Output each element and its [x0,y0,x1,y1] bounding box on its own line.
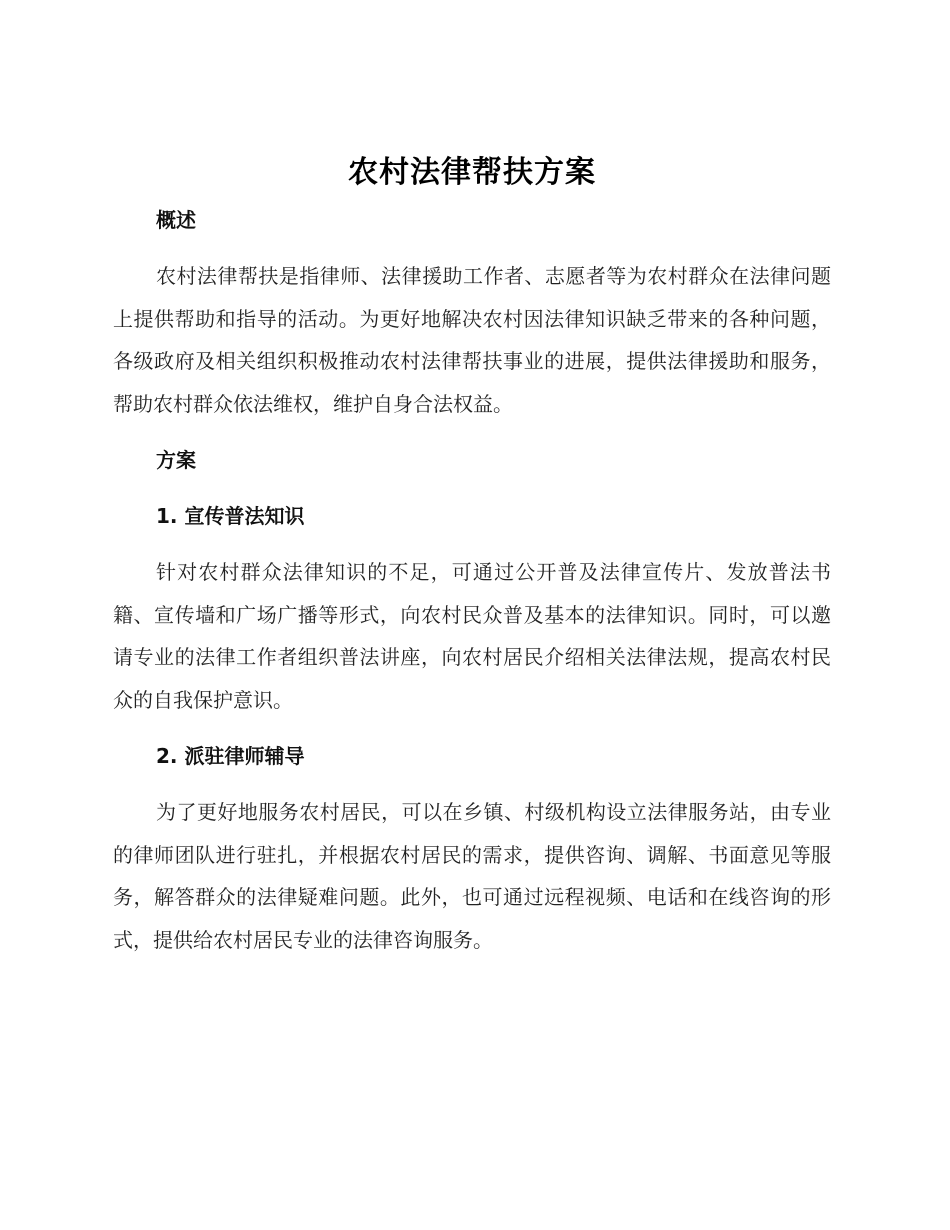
section-1-paragraph: 针对农村群众法律知识的不足，可通过公开普及法律宣传片、发放普法书籍、宣传墙和广场广播等形式，向农村民众普及基本的法律知识。同时，可以邀请专业的法律工作者组织普法讲座，向农村居民介绍相关法律法规，提高农村民众的自我保护意识。 [113,560,831,712]
document-title: 农村法律帮扶方案 [348,155,596,190]
section-2-heading: 2. 派驻律师辅导 [156,744,305,768]
overview-heading: 概述 [156,208,196,232]
section-2-paragraph: 为了更好地服务农村居民，可以在乡镇、村级机构设立法律服务站，由专业的律师团队进行驻扎，并根据农村居民的需求，提供咨询、调解、书面意见等服务，解答群众的法律疑难问题。此外，也可通过远程视频、电话和在线咨询的形式，提供给农村居民专业的法律咨询服务。 [113,800,831,952]
section-1-heading: 1. 宣传普法知识 [156,504,305,528]
plan-heading: 方案 [156,448,196,472]
document-body [113,150,831,961]
overview-paragraph: 农村法律帮扶是指律师、法律援助工作者、志愿者等为农村群众在法律问题上提供帮助和指导的活动。为更好地解决农村因法律知识缺乏带来的各种问题，各级政府及相关组织积极推动农村法律帮扶事业的进展，提供法律援助和服务，帮助农村群众依法维权，维护自身合法权益。 [113,264,831,416]
